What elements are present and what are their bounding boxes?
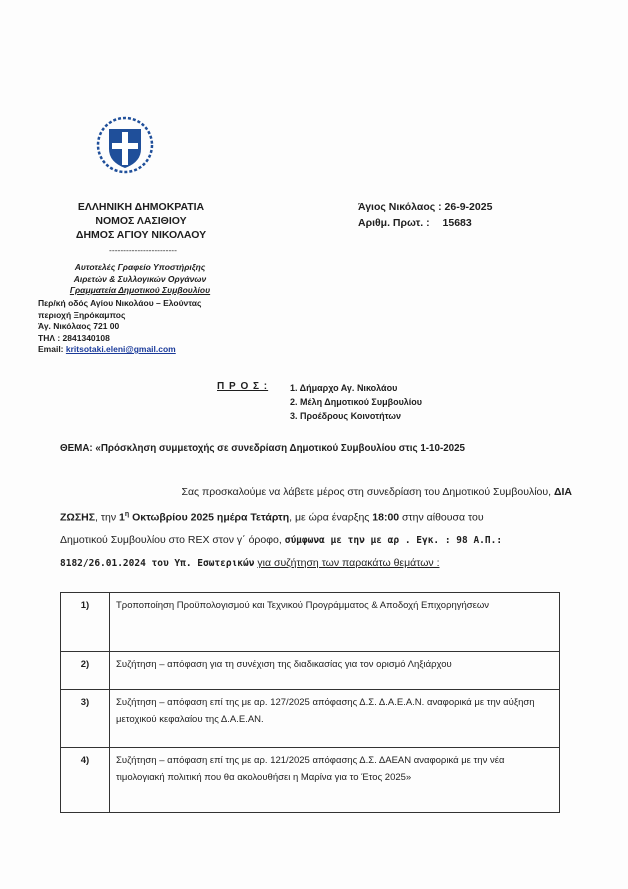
table-row xyxy=(61,593,560,652)
body-p2-b: , με ώρα έναρξης xyxy=(289,511,370,523)
municipality-title: ΔΗΜΟΣ ΑΓΙΟΥ ΝΙΚΟΛΑΟΥ xyxy=(75,229,207,241)
prefecture-title: ΝΟΜΟΣ ΛΑΣΙΘΙΟΥ xyxy=(95,215,187,227)
body-p1-bold: ΔΙΑ xyxy=(553,486,572,498)
agenda-num: 1) xyxy=(61,593,110,652)
table-row xyxy=(61,748,560,813)
body-p2-c: στην αίθουσα του xyxy=(402,511,484,523)
table-row xyxy=(61,652,560,690)
greek-emblem-logo xyxy=(96,116,154,174)
recipient-1: 1. Δήμαρχο Αγ. Νικολάου xyxy=(290,383,398,393)
office-line-1: Αυτοτελές Γραφείο Υποστήριξης xyxy=(74,262,206,272)
agenda-text: Συζήτηση – απόφαση για τη συνέχιση της διαδικασίας για τον ορισμό Ληξιάρχου xyxy=(110,652,560,690)
office-line-3: Γραμματεία Δημοτικού Συμβουλίου xyxy=(69,285,211,295)
date-line: Άγιος Νικόλαος : 26-9-2025 xyxy=(358,201,493,213)
body-p2-sup: η xyxy=(124,510,130,518)
agenda-num: 2) xyxy=(61,652,110,690)
body-p4-underline: για συζήτηση των παρακάτω θεμάτων : xyxy=(257,557,440,569)
body-p2-a: , την xyxy=(95,511,117,523)
recipient-3: 3. Προέδρους Κοινοτήτων xyxy=(290,411,402,421)
body-p2-bold2: Οκτωβρίου 2025 ημέρα Τετάρτη xyxy=(132,511,290,523)
separator-line: ------------------------ xyxy=(109,245,177,255)
table-row xyxy=(61,690,560,748)
protocol-number: 15683 xyxy=(442,217,472,229)
agenda-num: 4) xyxy=(61,748,110,813)
body-p3-a: Δημοτικού Συμβουλίου στο REX στον γ΄ όροφο, xyxy=(60,533,282,546)
recipient-2: 2. Μέλη Δημοτικού Συμβουλίου xyxy=(290,397,423,407)
body-p4-bold: 8182/26.01.2024 του Υπ. Εσωτερικών xyxy=(60,558,255,569)
republic-title: ΕΛΛΗΝΙΚΗ ΔΗΜΟΚΡΑΤΙΑ xyxy=(77,201,205,213)
agenda-text: Συζήτηση – απόφαση επί της με αρ. 121/2025 απόφασης Δ.Σ. ΔΑΕΑΝ αναφορικά με την νέα τιμολογιακή πολιτική που θα ακολουθήσει η Μαρίνα για το Έτος 2025» xyxy=(110,748,560,813)
subject-line: ΘΕΜΑ: «Πρόσκληση συμμετοχής σε συνεδρίαση Δημοτικού Συμβουλίου στις 1-10-2025 xyxy=(60,443,465,454)
body-p2-time: 18:00 xyxy=(372,511,400,523)
agenda-table xyxy=(60,592,560,813)
body-p1: Σας προσκαλούμε να λάβετε μέρος στη συνεδρίαση του Δημοτικού Συμβουλίου, xyxy=(181,486,552,498)
invitation-paragraph xyxy=(60,481,572,576)
email-row xyxy=(38,344,278,356)
body-p2-day: 1 xyxy=(119,511,125,523)
body-p2-bold1: ΖΩΣΗΣ xyxy=(60,511,96,523)
address-line-1: Περ/κή οδός Αγίου Νικολάου – Ελούντας xyxy=(38,298,202,308)
email-label: Email: xyxy=(38,344,64,354)
phone-number: ΤΗΛ : 2841340108 xyxy=(38,332,110,343)
protocol-label: Αριθμ. Πρωτ. : xyxy=(358,217,430,229)
office-line-2: Αιρετών & Συλλογικών Οργάνων xyxy=(73,273,207,284)
recipients-label: Π Ρ Ο Σ : xyxy=(217,381,269,392)
agenda-text: Συζήτηση – απόφαση επί της με αρ. 127/2025 απόφασης Δ.Σ. Δ.Α.Ε.Α.Ν. αναφορικά με την αύξηση μετοχικού κεφαλαίου της Δ.Α.Ε.ΑΝ. xyxy=(110,690,560,748)
body-p3-bold: σύμφωνα με την με αρ . Εγκ. : 98 Α.Π.: xyxy=(284,534,503,546)
agenda-text: Τροποποίηση Προϋπολογισμού και Τεχνικού Προγράμματος & Αποδοχή Επιχορηγήσεων xyxy=(110,593,560,652)
agenda-num: 3) xyxy=(61,690,110,748)
protocol-row xyxy=(358,215,558,231)
email-link[interactable]: kritsotaki.eleni@gmail.com xyxy=(65,344,176,354)
address-line-2: περιοχή Ξηρόκαμπος xyxy=(38,309,126,320)
address-line-3: Άγ. Νικόλαος 721 00 xyxy=(38,321,120,331)
